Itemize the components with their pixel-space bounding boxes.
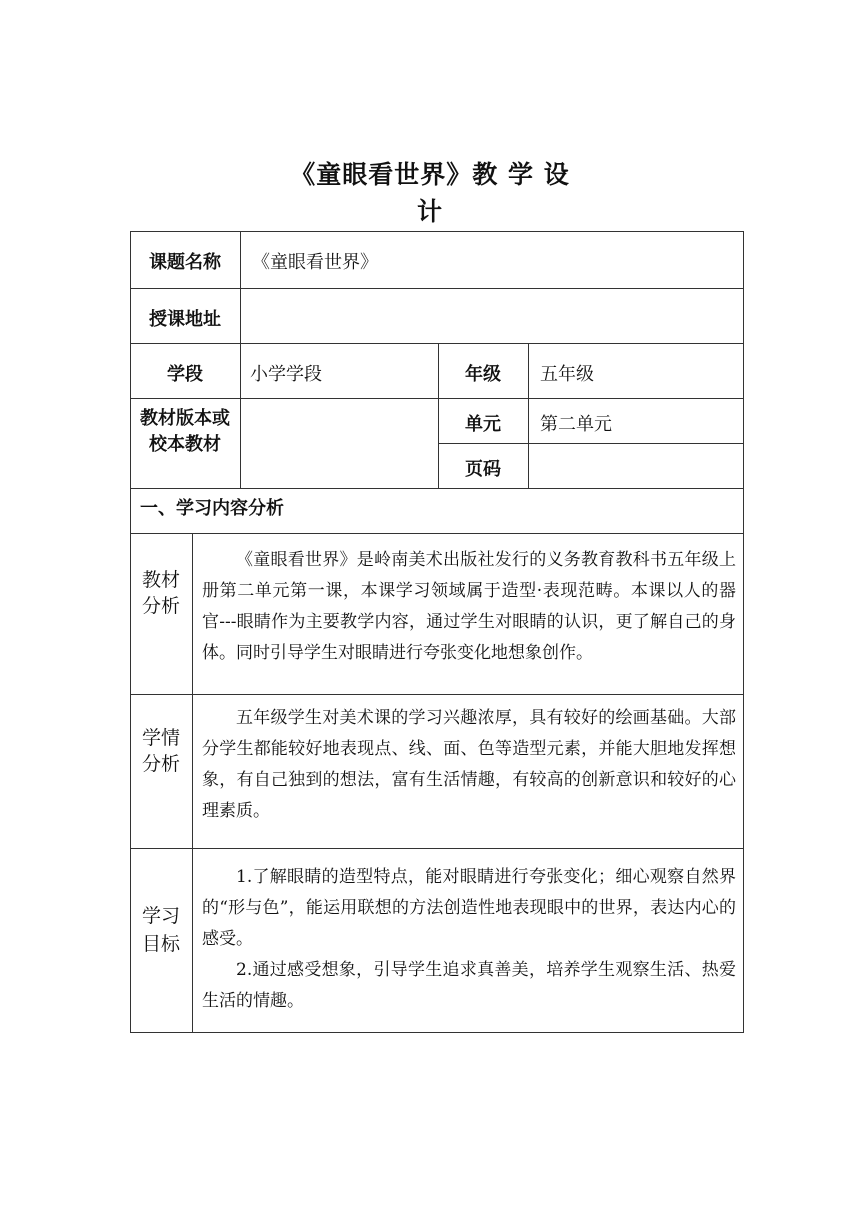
document-title [0,156,860,230]
page-label: 页码 [465,459,501,480]
learning-goals-label-text: 学习目标 [141,905,180,955]
student-analysis-label-text: 学情分析 [141,727,180,775]
unit-label: 单元 [465,414,501,435]
textbook-analysis-text [202,545,736,669]
section-heading: 一、学习内容分析 [140,498,284,519]
stage-value: 小学学段 [250,364,322,385]
stage-label: 学段 [167,364,203,385]
student-analysis-text [202,703,736,827]
title-line-1: 《童眼看世界》教 学 设 [290,160,570,189]
learning-goals-text [202,862,736,1017]
student-analysis-label [137,725,185,777]
textbook-label: 教材版本或校本教材 [140,408,230,455]
textbook-analysis-label-text: 教材分析 [141,569,180,617]
topic-value: 《童眼看世界》 [252,252,378,273]
title-line-2: 计 [416,197,443,226]
paragraph: 五年级学生对美术课的学习兴趣浓厚，具有较好的绘画基础。大部分学生都能较好地表现点、线、面、色等造型元素，并能大胆地发挥想象，有自己独到的想法，富有生活情趣，有较高的创新意识和较好的心理素质。 [202,708,736,821]
learning-goals-label [137,902,185,958]
paragraph: 1.了解眼睛的造型特点，能对眼睛进行夸张变化；细心观察自然界的“形与色”，能运用联想的方法创造性地表现眼中的世界，表达内心的感受。 [202,867,736,949]
grade-label: 年级 [465,364,501,385]
address-label: 授课地址 [149,309,221,330]
paragraph: 《童眼看世界》是岭南美术出版社发行的义务教育教科书五年级上册第二单元第一课，本课学习领域属于造型·表现范畴。本课以人的器官---眼睛作为主要教学内容，通过学生对眼睛的认识，更了解自己的身体。同时引导学生对眼睛进行夸张变化地想象创作。 [202,550,736,663]
unit-value: 第二单元 [540,414,612,435]
topic-label: 课题名称 [149,252,221,273]
textbook-analysis-label [137,567,185,619]
grade-value: 五年级 [540,364,594,385]
paragraph: 2.通过感受想象，引导学生追求真善美，培养学生观察生活、热爱生活的情趣。 [202,960,736,1011]
